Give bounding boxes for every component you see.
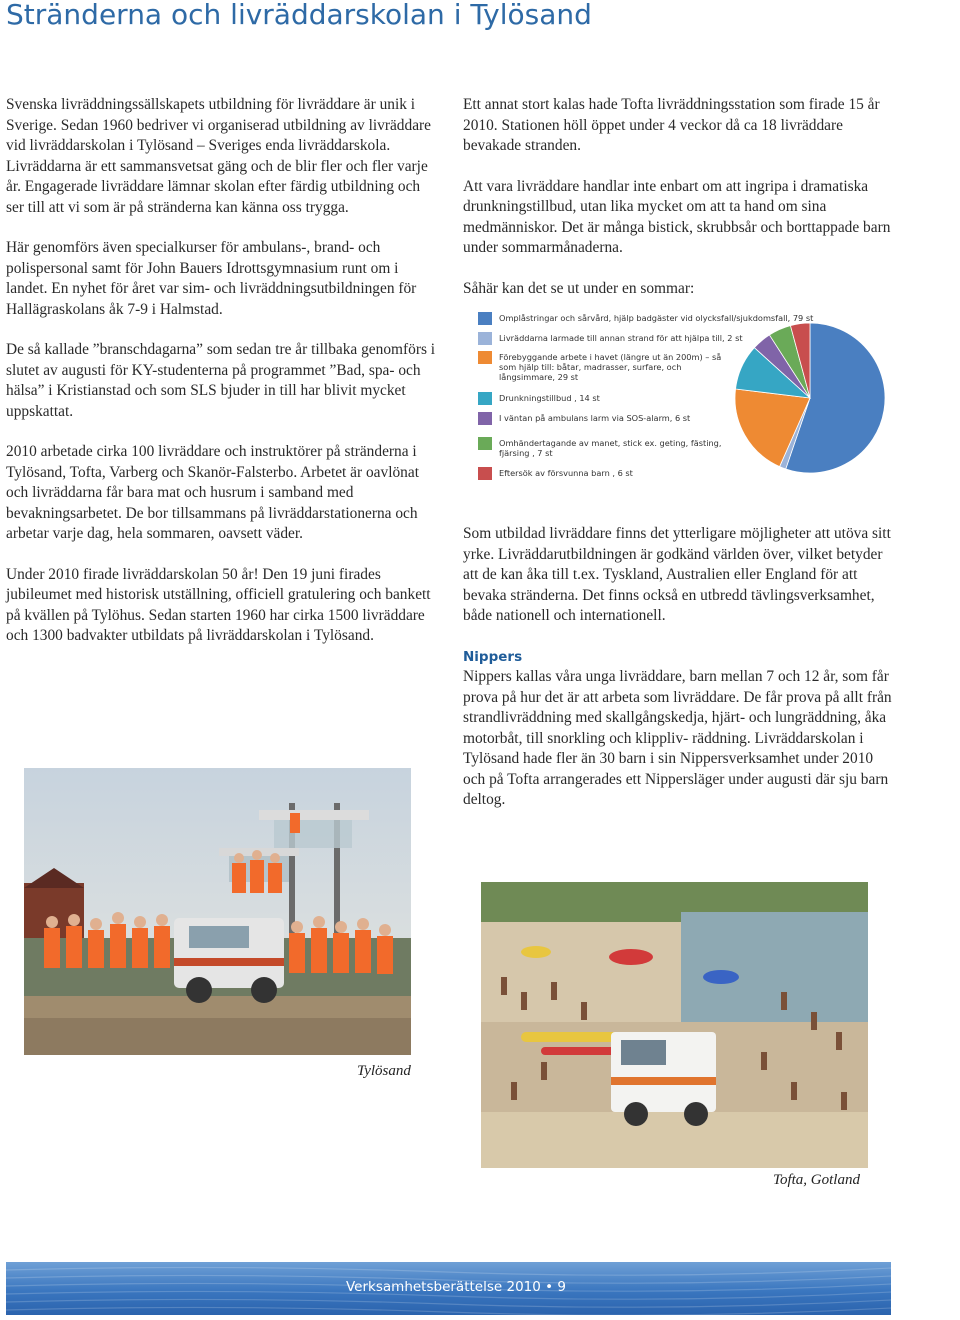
paragraph-specialkurser: Här genomförs även specialkurser för ambulans-, brand- och polispersonal samt för John Bauers Idrottsgymnasium runt om i landet. En nyhet för året var sim- och livräddningsutbildningen för Hallägraskolans åk 7-9 i Halmstad.: [6, 239, 417, 318]
legend-label: Eftersök av försvunna barn , 6 st: [499, 468, 633, 478]
legend-label: Livräddarna larmade till annan strand för att hjälpa till, 2 st: [499, 333, 743, 343]
photo-tofta: [481, 882, 868, 1168]
photo-tylosand: [24, 768, 411, 1055]
right-column-bottom: [463, 524, 895, 831]
page-title: Stränderna och livräddarskolan i Tylösand: [6, 0, 592, 31]
paragraph-branschdagarna: De så kallade ”branschdagarna” som sedan tre år tillbaka genomförs i slutet av augusti för KY-studenterna på programmet ”Bad, spa- och hälsa” i Kristianstad och som SLS bjuder in till har blivit mycket uppskattat.: [6, 341, 436, 420]
legend-label: Förebyggande arbete i havet (längre ut än 200m) – så som hjälp till: båtar, madrasser, surfare, och långsimmare, 29 st: [499, 352, 722, 383]
pie-chart: [720, 298, 900, 508]
paragraph-jubileum: Under 2010 firade livräddarskolan 50 år! Den 19 juni firades jubileumet med historisk utställning, officiell gratulering och bankett på kvällen på Tylöhus. Sedan starten 1960 har cirka 1500 livräddare och 1300 badvakter utbildats på livräddarskolan i Tylösand.: [6, 565, 431, 644]
legend-swatch: [478, 467, 492, 480]
legend-swatch: [478, 392, 492, 405]
paragraph-tofta: Ett annat stort kalas hade Tofta livräddningsstation som firade 15 år 2010. Stationen höll öppet under 4 veckor då ca 18 livräddare bevakade stranden.: [463, 96, 880, 154]
legend-label: Omplåstringar och sårvård, hjälp badgäster vid olycksfall/sjukdomsfall, 79 st: [499, 313, 814, 323]
legend-label: I väntan på ambulans larm via SOS-alarm, 6 st: [499, 413, 691, 423]
left-column: [6, 95, 438, 667]
legend-label: Drunkningstillbud , 14 st: [499, 393, 600, 403]
legend-swatch: [478, 332, 492, 345]
nippers-heading: Nippers: [463, 648, 523, 665]
caption-tylosand: Tylösand: [357, 1063, 411, 1079]
legend-swatch: [478, 437, 492, 450]
paragraph-mojligheter: Som utbildad livräddare finns det ytterligare möjligheter att utöva sitt yrke. Livräddarutbildningen är godkänd världen över, vilket betyder att de kan åka till t.ex. Tyskland, Australien eller England för att bevaka stränderna. Det finns också en utbredd tävlingsverksamhet, både nationell och internationell.: [463, 525, 891, 624]
paragraph-intro: Svenska livräddningssällskapets utbildning för livräddare är unik i Sverige. Sedan 1960 bedriver vi organiserad utbildning av livräddare vid livräddarskolan i Tylösand – Sveriges enda livräddarskola. Livräddarna är ett sammansvetsat gäng och de blir fler och fler varje år. Engagerade livräddare lämnar skolan efter färdig utbildning och ser till att vi som är på stränderna kan känna oss trygga.: [6, 96, 431, 216]
footer-text: Verksamhetsberättelse 2010 • 9: [346, 1279, 566, 1295]
footer-bar: [6, 1262, 891, 1315]
chart-intro: Såhär kan det se ut under en sommar:: [463, 279, 695, 297]
legend-swatch: [478, 312, 492, 325]
legend-label: Omhändertagande av manet, stick ex. geting, fästing, fjärsing , 7 st: [499, 438, 722, 459]
legend-swatch: [478, 412, 492, 425]
paragraph-nippers: Nippers kallas våra unga livräddare, barn mellan 7 och 12 år, som får prova på hur det är att arbeta som livräddare. De får prova på allt från strandlivräddning med skallgångskedja, hjärt- och lungräddning, åka motorbåt, till snorkling och klippliv- räddning. Livräddarskolan i Tylösand hade fler än 30 barn i sin Nippersverksamhet under 2010 och på Tofta arrangerades ett Nippersläger under augusti där sju barn deltog.: [463, 668, 892, 808]
caption-tofta: Tofta, Gotland: [773, 1172, 860, 1188]
legend-swatch: [478, 351, 492, 364]
paragraph-medmanniskor: Att vara livräddare handlar inte enbart om att ingripa i dramatiska drunkningstillbud, utan lika mycket om att ta hand om sina medmänniskor. Det är många bistick, skrubbsår och borttappade barn under sommarmånaderna.: [463, 177, 891, 256]
paragraph-2010: 2010 arbetade cirka 100 livräddare och instruktörer på stränderna i Tylösand, Tofta, Varberg och Skanör-Falsterbo. Arbetet är oavlönat och livräddarna får bara mat och husrum i samband med bevakningsarbetet. De bor tillsammans på livräddarstationerna och arbetar varje dag, hela sommaren, oavsett väder.: [6, 443, 419, 542]
right-column-top: [463, 95, 893, 319]
